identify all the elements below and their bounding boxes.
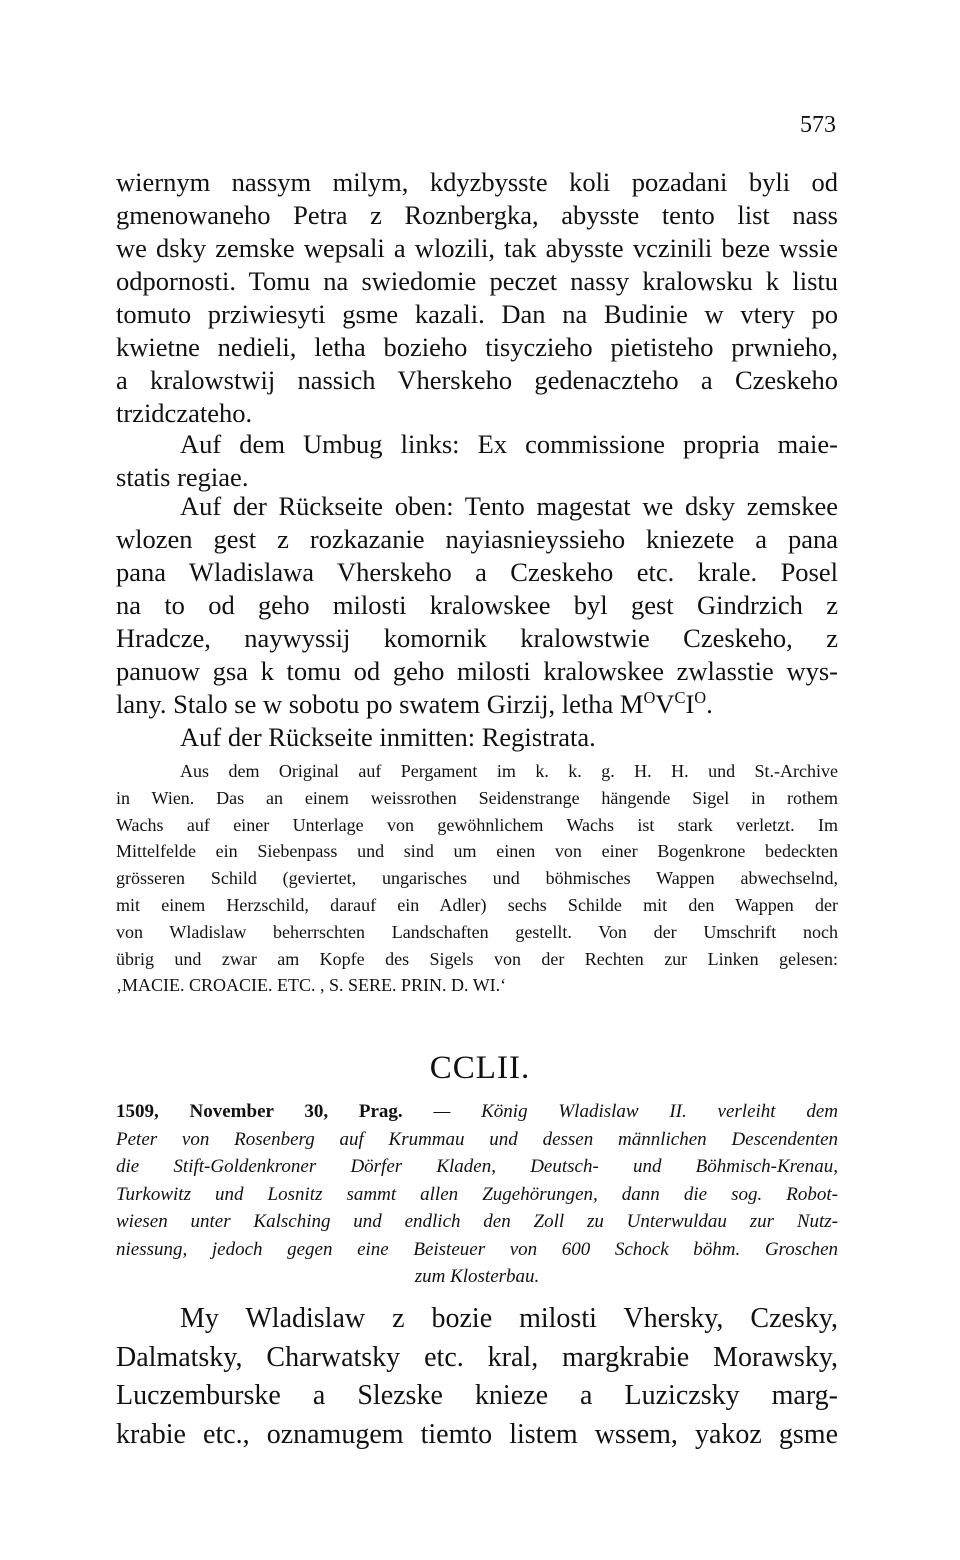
text-line: panuow gsa k tomu od geho milosti kralowskee zwlasstie wys- bbox=[116, 656, 838, 686]
page-number: 573 bbox=[800, 112, 836, 138]
text-line: von Wladislaw beherrschten Landschaften gestellt. Von der Umschrift noch bbox=[116, 921, 838, 942]
text-line: die Stift-Goldenkroner Dörfer Kladen, Deutsch- und Böhmisch-Krenau, bbox=[116, 1156, 838, 1177]
archival-note bbox=[116, 758, 838, 999]
text-line: Dalmatsky, Charwatsky etc. kral, margkrabie Morawsky, bbox=[116, 1341, 838, 1373]
charter-text-continuation bbox=[116, 166, 838, 430]
text-line: Peter von Rosenberg auf Krummau und dessen männlichen Descendenten bbox=[116, 1128, 838, 1150]
text-line: niessung, jedoch gegen eine Beisteuer von 600 Schock böhm. Groschen bbox=[116, 1238, 838, 1260]
text-line: na to od geho milosti kralowskee byl gest Gindrzich z bbox=[116, 590, 838, 620]
text-segment: V bbox=[655, 689, 675, 719]
text-line: wiesen unter Kalsching und endlich den Zoll zu Unterwuldau zur Nutz- bbox=[116, 1211, 838, 1232]
text-segment: lany. Stalo se w sobotu po swatem Girzij, letha M bbox=[116, 689, 644, 719]
text-line: tomuto prziwiesyti gsme kazali. Dan na Budinie w vtery po bbox=[116, 299, 838, 329]
text-line: Turkowitz und Losnitz sammt allen Zugehörungen, dann die sog. Robot- bbox=[116, 1183, 838, 1205]
text-line: My Wladislaw z bozie milosti Vhersky, Czesky, bbox=[180, 1303, 838, 1334]
text-line: Auf der Rückseite inmitten: Registrata. bbox=[180, 722, 596, 752]
text-segment: — König Wladislaw II. verleiht dem bbox=[402, 1101, 838, 1122]
regest bbox=[116, 1098, 838, 1291]
section-title: CCLII. bbox=[429, 1050, 531, 1086]
text-line: trzidczateho. bbox=[116, 398, 253, 428]
text-line-with-year bbox=[116, 688, 838, 721]
superscript: O bbox=[694, 688, 707, 708]
regest-first-line bbox=[116, 1098, 838, 1126]
text-line: kwietne nedieli, letha bozieho tisyczieho pietisteho prwnieho, bbox=[116, 332, 838, 362]
text-line: we dsky zemske wepsali a wlozili, tak abysste vczinili beze wssie bbox=[116, 233, 838, 263]
superscript: O bbox=[643, 688, 656, 708]
text-line: Auf dem Umbug links: Ex commissione propria maie- bbox=[180, 429, 838, 459]
text-line: statis regiae. bbox=[116, 462, 249, 492]
text-line: Aus dem Original auf Pergament im k. k. g. H. H. und St.-Archive bbox=[180, 761, 838, 781]
text-line: wlozen gest z rozkazanie nayiasnieyssieho kniezete a pana bbox=[116, 524, 838, 554]
superscript: C bbox=[674, 688, 686, 708]
text-line: krabie etc., oznamugem tiemto listem wssem, yakoz gsme bbox=[116, 1418, 838, 1450]
regest-date-place: 1509, November 30, Prag. bbox=[116, 1101, 403, 1122]
text-line: gmenowaneho Petra z Roznbergka, abysste tento list nass bbox=[116, 200, 838, 230]
text-line: ‚MACIE. CROACIE. ETC. , S. SERE. PRIN. D. WI.‘ bbox=[116, 975, 507, 996]
text-line: übrig und zwar am Kopfe des Sigels von der Rechten zur Linken gelesen: bbox=[116, 948, 838, 969]
text-line: Wachs auf einer Unterlage von gewöhnlichem Wachs ist stark verletzt. Im bbox=[116, 814, 838, 835]
text-line: wiernym nassym milym, kdyzbysste koli pozadani byli od bbox=[116, 167, 838, 197]
text-line: in Wien. Das an einem weissrothen Seidenstrange hängende Sigel in rothem bbox=[116, 787, 838, 808]
charter-text bbox=[116, 1300, 838, 1454]
umbug-note bbox=[116, 428, 838, 494]
text-line: odpornosti. Tomu na swiedomie peczet nassy kralowsku k listu bbox=[116, 266, 838, 296]
text-line: Mittelfelde ein Siebenpass und sind um einen von einer Bogenkrone bedeckten bbox=[116, 841, 838, 862]
text-line: zum Klosterbau. bbox=[414, 1266, 540, 1287]
text-line: Hradcze, naywyssij komornik kralowstwie Czeskeho, z bbox=[116, 623, 838, 653]
text-line: Luczemburske a Slezske knieze a Luziczsky marg- bbox=[116, 1380, 838, 1411]
text-line: grösseren Schild (geviertet, ungarisches und böhmisches Wappen abwechselnd, bbox=[116, 868, 838, 889]
text-line: pana Wladislawa Vherskeho a Czeskeho etc. krale. Posel bbox=[116, 557, 838, 587]
text-line: mit einem Herzschild, darauf ein Adler) sechs Schilde mit den Wappen der bbox=[116, 894, 838, 915]
text-segment: . bbox=[706, 689, 713, 719]
text-segment: I bbox=[685, 689, 695, 719]
rueckseite-oben-note bbox=[116, 490, 838, 754]
text-line: a kralowstwij nassich Vherskeho gedenaczteho a Czeskeho bbox=[116, 365, 838, 395]
text-line: Auf der Rückseite oben: Tento magestat we dsky zemskee bbox=[180, 491, 838, 521]
